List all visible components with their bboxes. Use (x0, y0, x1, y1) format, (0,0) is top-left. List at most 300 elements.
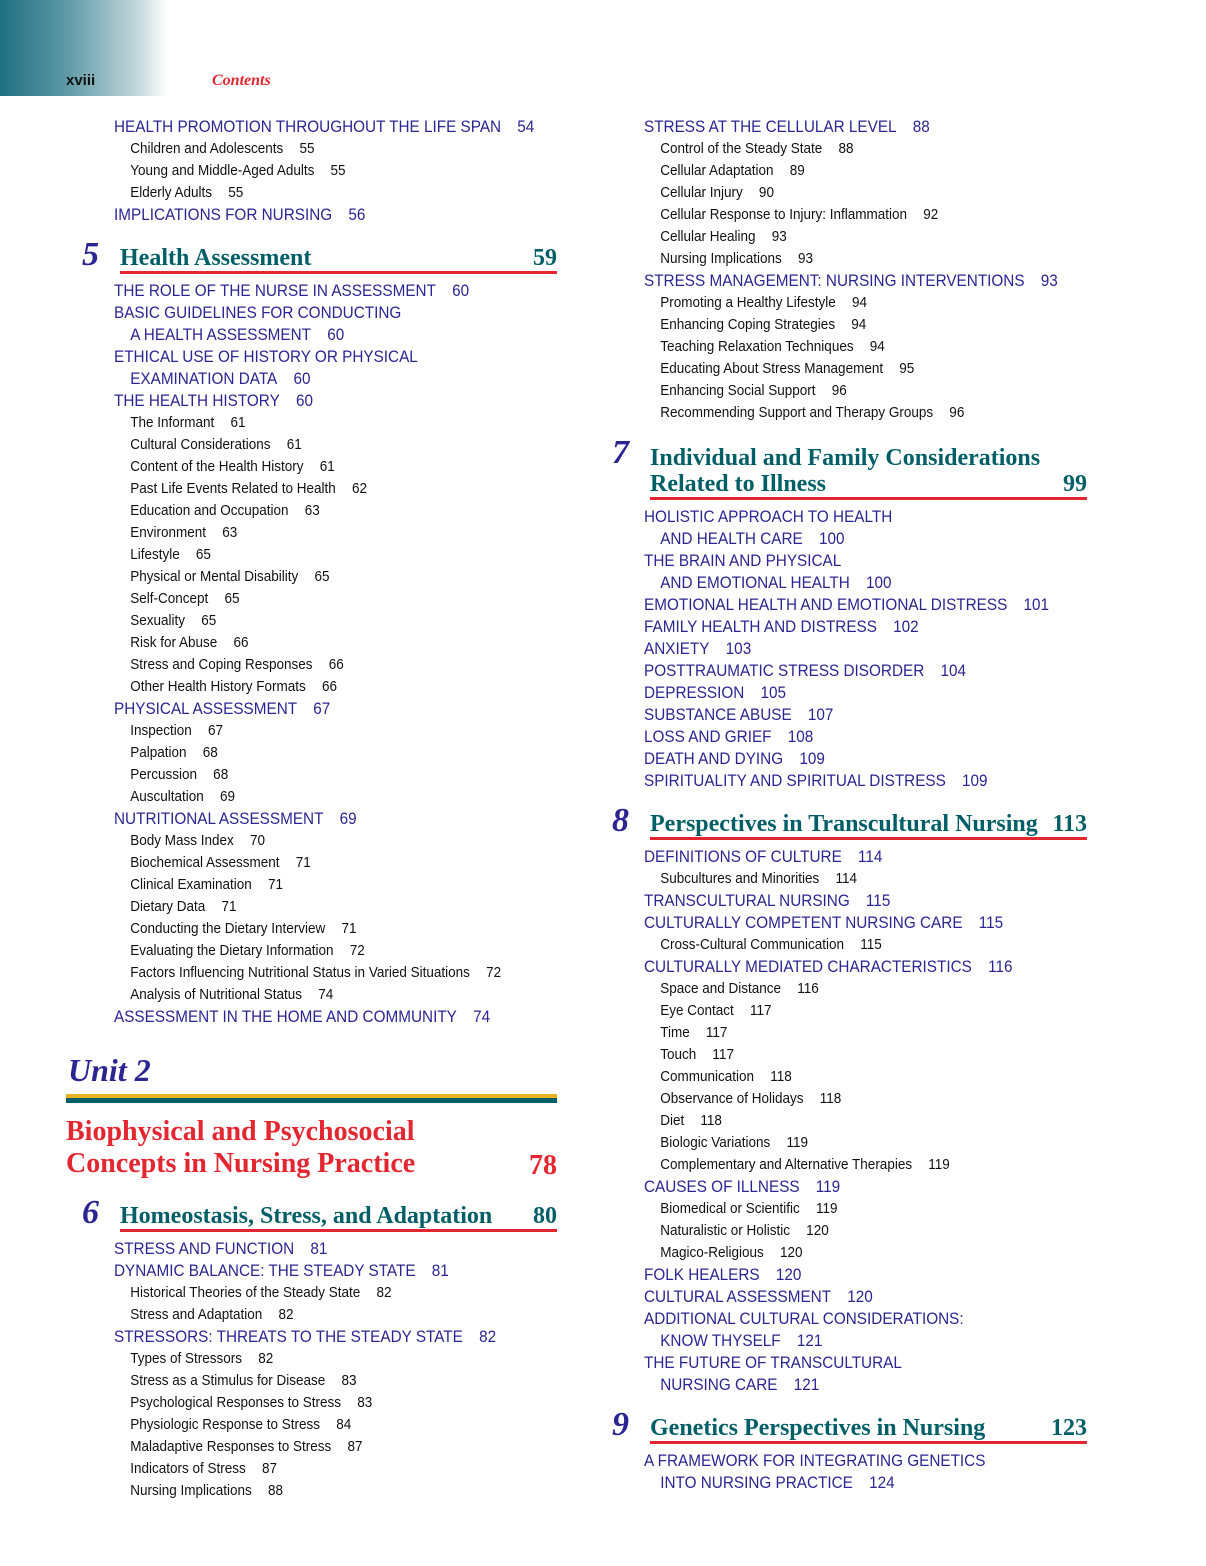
toc-subsection-entry[interactable] (60, 918, 515, 940)
entry-text: STRESS AND FUNCTION (114, 1239, 295, 1258)
toc-subsection-entry[interactable] (590, 380, 1045, 402)
toc-subsection-entry[interactable] (60, 852, 515, 874)
chapter-title-line-1: Individual and Family Considerations (650, 445, 1041, 471)
toc-subsection-entry[interactable] (60, 940, 515, 962)
entry-text: Elderly Adults (130, 184, 213, 201)
toc-list-chapter-7 (590, 506, 1095, 792)
toc-section-entry[interactable] (60, 1260, 515, 1282)
toc-subsection-entry[interactable] (590, 1110, 1045, 1132)
entry-text: Cellular Healing (660, 228, 756, 245)
unit-word: Unit (68, 1052, 127, 1088)
toc-subsection-entry[interactable] (60, 1436, 515, 1458)
toc-subsection-entry[interactable] (60, 1282, 515, 1304)
toc-section-entry[interactable] (590, 594, 1050, 616)
entry-page: 84 (336, 1416, 352, 1433)
running-head: Contents (212, 72, 271, 89)
toc-section-entry[interactable] (60, 808, 515, 830)
entry-text: INTO NURSING PRACTICE (660, 1473, 853, 1492)
entry-text: CULTURAL ASSESSMENT (644, 1287, 832, 1306)
toc-section-entry[interactable] (590, 616, 1045, 638)
entry-text: Nursing Implications (130, 1482, 252, 1499)
toc-subsection-entry[interactable] (60, 544, 515, 566)
toc-subsection-entry[interactable] (60, 1480, 515, 1502)
entry-text: Nursing Implications (660, 250, 782, 267)
toc-section-entry[interactable] (590, 682, 1045, 704)
entry-text: ANXIETY (644, 639, 710, 658)
entry-page: 107 (807, 705, 834, 724)
toc-list-chapter-8 (590, 846, 1095, 1396)
chapter-9-heading[interactable] (590, 1408, 1095, 1448)
chapter-8-heading[interactable] (590, 804, 1095, 844)
toc-section-entry[interactable] (60, 302, 515, 324)
toc-subsection-entry[interactable] (60, 742, 515, 764)
entry-page: 56 (348, 205, 366, 224)
entry-text: Control of the Steady State (660, 140, 823, 157)
toc-subsection-entry[interactable] (590, 314, 1045, 336)
toc-section-entry[interactable] (60, 1006, 515, 1028)
toc-subsection-entry[interactable] (590, 1242, 1045, 1264)
entry-text: Evaluating the Dietary Information (130, 942, 334, 959)
entry-text: SPIRITUALITY AND SPIRITUAL DISTRESS (644, 771, 946, 790)
toc-section-entry[interactable] (590, 528, 1045, 550)
entry-page: 61 (319, 458, 335, 475)
toc-section-entry[interactable] (590, 846, 1045, 868)
toc-subsection-entry[interactable] (590, 182, 1045, 204)
toc-subsection-entry[interactable] (590, 226, 1045, 248)
toc-section-entry[interactable] (590, 726, 1045, 748)
toc-subsection-entry[interactable] (590, 248, 1045, 270)
entry-page: 119 (786, 1134, 808, 1151)
entry-page: 60 (327, 325, 345, 344)
entry-text: LOSS AND GRIEF (644, 727, 772, 746)
entry-page: 63 (304, 502, 320, 519)
toc-subsection-entry[interactable] (590, 1220, 1045, 1242)
entry-text: NUTRITIONAL ASSESSMENT (114, 809, 324, 828)
entry-page: 71 (221, 898, 237, 915)
entry-page: 89 (789, 162, 805, 179)
entry-page: 60 (293, 369, 311, 388)
toc-section-entry[interactable] (60, 204, 515, 226)
entry-page: 119 (928, 1156, 950, 1173)
toc-subsection-entry[interactable] (60, 896, 515, 918)
entry-page: 66 (321, 678, 337, 695)
toc-section-entry[interactable] (590, 1330, 1045, 1352)
chapter-number: 5 (82, 236, 99, 273)
entry-page: 92 (923, 206, 939, 223)
toc-subsection-entry[interactable] (590, 336, 1045, 358)
toc-subsection-entry[interactable] (590, 358, 1045, 380)
entry-text: DEATH AND DYING (644, 749, 784, 768)
entry-page: 65 (201, 612, 217, 629)
toc-subsection-entry[interactable] (60, 786, 515, 808)
entry-text: Conducting the Dietary Interview (130, 920, 326, 937)
entry-text: SUBSTANCE ABUSE (644, 705, 792, 724)
entry-page: 88 (267, 1482, 283, 1499)
toc-subsection-entry[interactable] (590, 402, 1045, 424)
toc-section-entry[interactable] (60, 280, 515, 302)
entry-page: 81 (310, 1239, 328, 1258)
entry-text: Physiologic Response to Stress (130, 1416, 321, 1433)
chapter-page: 59 (533, 245, 557, 271)
toc-subsection-entry[interactable] (60, 764, 515, 786)
entry-page: 87 (347, 1438, 363, 1455)
toc-subsection-entry[interactable] (590, 160, 1045, 182)
entry-text: Cellular Response to Injury: Inflammation (660, 206, 908, 223)
entry-page: 109 (962, 771, 988, 790)
entry-page: 55 (299, 140, 315, 157)
chapter-page: 99 (1063, 471, 1087, 497)
entry-text: Self-Concept (130, 590, 209, 607)
entry-text: STRESS MANAGEMENT: NURSING INTERVENTIONS (644, 271, 1025, 290)
entry-page: 87 (261, 1460, 277, 1477)
entry-text: Types of Stressors (130, 1350, 242, 1367)
toc-subsection-entry[interactable] (590, 1132, 1045, 1154)
entry-page: 88 (838, 140, 854, 157)
toc-list-chapter-5 (60, 280, 565, 1028)
toc-section-entry[interactable] (60, 390, 515, 412)
toc-list-left-top (60, 116, 565, 226)
toc-list-chapter-6 (60, 1238, 565, 1502)
entry-page: 95 (899, 360, 915, 377)
entry-page: 55 (228, 184, 244, 201)
entry-page: 74 (473, 1007, 491, 1026)
entry-text: Promoting a Healthy Lifestyle (660, 294, 836, 311)
toc-section-entry[interactable] (590, 912, 1045, 934)
toc-subsection-entry[interactable] (590, 1088, 1045, 1110)
entry-text: THE ROLE OF THE NURSE IN ASSESSMENT (114, 281, 436, 300)
entry-page: 65 (314, 568, 330, 585)
unit-title-line-1: Biophysical and Psychosocial (66, 1116, 415, 1147)
toc-section-entry[interactable] (590, 1286, 1045, 1308)
toc-subsection-entry[interactable] (60, 720, 515, 742)
entry-page: 67 (207, 722, 223, 739)
toc-subsection-entry[interactable] (60, 1370, 515, 1392)
toc-subsection-entry[interactable] (60, 1414, 515, 1436)
unit-label (68, 1052, 151, 1089)
entry-page: 68 (213, 766, 229, 783)
entry-page: 102 (893, 617, 919, 636)
entry-page: 82 (258, 1350, 274, 1367)
toc-subsection-entry[interactable] (590, 934, 1045, 956)
chapter-page: 80 (533, 1203, 557, 1229)
entry-page: 70 (249, 832, 265, 849)
toc-section-entry[interactable] (590, 1308, 1045, 1330)
entry-page: 66 (233, 634, 249, 651)
entry-page: 82 (278, 1306, 294, 1323)
toc-subsection-entry[interactable] (60, 610, 515, 632)
entry-text: Diet (660, 1112, 685, 1129)
toc-subsection-entry[interactable] (60, 588, 515, 610)
toc-section-entry[interactable] (60, 1326, 515, 1348)
toc-section-entry[interactable] (60, 698, 515, 720)
toc-subsection-entry[interactable] (60, 1348, 515, 1370)
entry-text: DEFINITIONS OF CULTURE (644, 847, 842, 866)
entry-page: 94 (869, 338, 885, 355)
entry-text: THE HEALTH HISTORY (114, 391, 280, 410)
entry-page: 68 (202, 744, 218, 761)
chapter-6-heading[interactable] (60, 1196, 565, 1236)
toc-section-entry[interactable] (590, 506, 1045, 528)
toc-section-entry[interactable] (590, 1264, 1045, 1286)
toc-section-entry[interactable] (590, 660, 1045, 682)
toc-subsection-entry[interactable] (60, 182, 515, 204)
entry-page: 90 (758, 184, 774, 201)
toc-subsection-entry[interactable] (590, 978, 1045, 1000)
entry-page: 101 (1023, 595, 1050, 614)
entry-page: 104 (940, 661, 966, 680)
toc-subsection-entry[interactable] (60, 138, 515, 160)
entry-text: Other Health History Formats (130, 678, 306, 695)
entry-text: Observance of Holidays (660, 1090, 804, 1107)
entry-text: Biomedical or Scientific (660, 1200, 800, 1217)
entry-page: 69 (219, 788, 235, 805)
entry-page: 116 (988, 957, 1013, 976)
chapter-title-row (650, 445, 1087, 500)
entry-page: 71 (341, 920, 357, 937)
entry-text: CULTURALLY COMPETENT NURSING CARE (644, 913, 963, 932)
toc-section-entry[interactable] (590, 956, 1045, 978)
chapter-title: Homeostasis, Stress, and Adaptation (120, 1203, 493, 1229)
entry-text: Complementary and Alternative Therapies (660, 1156, 913, 1173)
toc-subsection-entry[interactable] (60, 654, 515, 676)
toc-section-entry[interactable] (590, 638, 1045, 660)
chapter-title: Genetics Perspectives in Nursing (650, 1415, 986, 1441)
unit-title-line-2: Concepts in Nursing Practice (66, 1148, 416, 1179)
entry-text: The Informant (130, 414, 215, 431)
entry-text: POSTTRAUMATIC STRESS DISORDER (644, 661, 925, 680)
entry-text: ETHICAL USE OF HISTORY OR PHYSICAL (114, 347, 418, 366)
toc-subsection-entry[interactable] (60, 874, 515, 896)
toc-subsection-entry[interactable] (60, 434, 515, 456)
toc-subsection-entry[interactable] (60, 1304, 515, 1326)
chapter-number: 9 (612, 1406, 629, 1443)
entry-page: 100 (818, 529, 845, 548)
chapter-title: Health Assessment (120, 245, 312, 271)
toc-section-entry[interactable] (60, 368, 515, 390)
toc-section-entry[interactable] (60, 116, 535, 138)
entry-text: Stress and Adaptation (130, 1306, 263, 1323)
entry-text: IMPLICATIONS FOR NURSING (114, 205, 333, 224)
entry-page: 117 (712, 1046, 734, 1063)
entry-text: Indicators of Stress (130, 1460, 246, 1477)
unit-rule-teal (66, 1098, 557, 1103)
toc-subsection-entry[interactable] (590, 868, 1045, 890)
chapter-title-row (650, 1415, 1087, 1444)
entry-page: 115 (978, 913, 1004, 932)
toc-subsection-entry[interactable] (60, 676, 515, 698)
entry-page: 117 (749, 1002, 772, 1019)
entry-page: 121 (793, 1375, 820, 1394)
toc-subsection-entry[interactable] (60, 566, 515, 588)
entry-page: 82 (376, 1284, 392, 1301)
entry-text: THE BRAIN AND PHYSICAL (644, 551, 842, 570)
toc-subsection-entry[interactable] (590, 204, 1045, 226)
chapter-number: 7 (612, 434, 629, 471)
unit-page: 78 (529, 1150, 557, 1181)
entry-page: 62 (352, 480, 368, 497)
chapter-title-row (120, 1203, 557, 1232)
entry-page: 121 (796, 1331, 823, 1350)
entry-page: 60 (295, 391, 314, 410)
entry-page: 116 (797, 980, 819, 997)
entry-page: 103 (725, 639, 752, 658)
entry-page: 119 (815, 1200, 838, 1217)
entry-text: Maladaptive Responses to Stress (130, 1438, 332, 1455)
entry-text: Historical Theories of the Steady State (130, 1284, 361, 1301)
toc-section-entry[interactable] (590, 1176, 1045, 1198)
entry-page: 63 (222, 524, 238, 541)
toc-section-entry[interactable] (590, 1472, 1045, 1494)
entry-page: 100 (865, 573, 892, 592)
toc-subsection-entry[interactable] (60, 1392, 515, 1414)
entry-text: Physical or Mental Disability (130, 568, 299, 585)
toc-subsection-entry[interactable] (60, 412, 515, 434)
entry-text: Analysis of Nutritional Status (130, 986, 303, 1003)
entry-text: Stress as a Stimulus for Disease (130, 1372, 326, 1389)
entry-page: 82 (479, 1327, 497, 1346)
entry-text: Past Life Events Related to Health (130, 480, 336, 497)
entry-text: Factors Influencing Nutritional Status in Varied Situations (130, 964, 470, 981)
entry-text: Sexuality (130, 612, 185, 629)
entry-text: Children and Adolescents (130, 140, 284, 157)
entry-page: 93 (797, 250, 813, 267)
entry-page: 96 (831, 382, 847, 399)
toc-subsection-entry[interactable] (60, 456, 515, 478)
toc-section-entry[interactable] (590, 890, 1045, 912)
chapter-title-row (120, 245, 557, 274)
entry-text: Magico-Religious (660, 1244, 764, 1261)
entry-page: 114 (857, 847, 883, 866)
entry-text: Time (660, 1024, 690, 1041)
toc-list-right-top (590, 116, 1095, 424)
right-column (590, 116, 1095, 1494)
toc-subsection-entry[interactable] (60, 1458, 515, 1480)
toc-section-entry[interactable] (590, 270, 1058, 292)
entry-page: 120 (775, 1265, 802, 1284)
toc-section-entry[interactable] (590, 748, 1045, 770)
toc-section-entry[interactable] (590, 1374, 1045, 1396)
entry-page: 93 (1040, 271, 1058, 290)
entry-page: 71 (295, 854, 311, 871)
entry-text: Subcultures and Minorities (660, 870, 820, 887)
toc-section-entry[interactable] (60, 1238, 515, 1260)
entry-text: Cross-Cultural Communication (660, 936, 845, 953)
entry-text: STRESSORS: THREATS TO THE STEADY STATE (114, 1327, 463, 1346)
entry-page: 108 (787, 727, 814, 746)
entry-text: Young and Middle-Aged Adults (130, 162, 315, 179)
entry-text: HOLISTIC APPROACH TO HEALTH (644, 507, 893, 526)
entry-text: CULTURALLY MEDIATED CHARACTERISTICS (644, 957, 972, 976)
entry-page: 74 (318, 986, 334, 1003)
toc-section-entry[interactable] (590, 1352, 1045, 1374)
entry-text: Enhancing Coping Strategies (660, 316, 836, 333)
toc-section-entry[interactable] (590, 704, 1045, 726)
toc-subsection-entry[interactable] (590, 1154, 1045, 1176)
entry-text: Clinical Examination (130, 876, 252, 893)
entry-text: HEALTH PROMOTION THROUGHOUT THE LIFE SPAN (114, 117, 502, 136)
chapter-5-heading[interactable] (60, 238, 565, 278)
toc-section-entry[interactable] (590, 770, 1045, 792)
entry-text: Cellular Adaptation (660, 162, 774, 179)
entry-page: 65 (224, 590, 240, 607)
toc-subsection-entry[interactable] (590, 1066, 1045, 1088)
toc-subsection-entry[interactable] (590, 138, 1045, 160)
entry-text: THE FUTURE OF TRANSCULTURAL (644, 1353, 902, 1372)
toc-section-entry[interactable] (60, 346, 515, 368)
entry-page: 118 (700, 1112, 722, 1129)
entry-text: BASIC GUIDELINES FOR CONDUCTING (114, 303, 402, 322)
toc-subsection-entry[interactable] (590, 292, 1045, 314)
toc-subsection-entry[interactable] (60, 962, 515, 984)
entry-text: Educating About Stress Management (660, 360, 884, 377)
entry-text: Recommending Support and Therapy Groups (660, 404, 934, 421)
toc-subsection-entry[interactable] (60, 984, 515, 1006)
toc-subsection-entry[interactable] (590, 1044, 1045, 1066)
toc-section-entry[interactable] (60, 324, 515, 346)
entry-text: Cultural Considerations (130, 436, 271, 453)
unit-title[interactable] (60, 1116, 565, 1184)
entry-page: 72 (349, 942, 365, 959)
toc-list-chapter-9 (590, 1450, 1095, 1494)
entry-page: 55 (330, 162, 346, 179)
toc-subsection-entry[interactable] (590, 1022, 1045, 1044)
toc-section-entry[interactable] (590, 116, 1045, 138)
toc-section-entry[interactable] (590, 572, 1045, 594)
entry-text: Risk for Abuse (130, 634, 218, 651)
entry-page: 120 (847, 1287, 873, 1306)
entry-page: 88 (912, 117, 930, 136)
toc-subsection-entry[interactable] (60, 632, 515, 654)
toc-section-entry[interactable] (590, 550, 1045, 572)
entry-text: Eye Contact (660, 1002, 734, 1019)
entry-page: 124 (869, 1473, 895, 1492)
toc-subsection-entry[interactable] (60, 160, 515, 182)
entry-text: Enhancing Social Support (660, 382, 816, 399)
chapter-page: 113 (1052, 811, 1087, 837)
entry-page: 94 (851, 316, 867, 333)
entry-page: 114 (835, 870, 858, 887)
entry-page: 60 (452, 281, 470, 300)
chapter-number: 6 (82, 1194, 99, 1231)
toc-subsection-entry[interactable] (60, 478, 515, 500)
entry-page: 65 (195, 546, 211, 563)
entry-page: 83 (341, 1372, 357, 1389)
page-number: xviii (66, 72, 96, 89)
toc-subsection-entry[interactable] (590, 1000, 1045, 1022)
entry-text: Psychological Responses to Stress (130, 1394, 342, 1411)
entry-text: ASSESSMENT IN THE HOME AND COMMUNITY (114, 1007, 457, 1026)
chapter-7-heading[interactable] (590, 436, 1095, 504)
entry-page: 105 (760, 683, 787, 702)
entry-page: 61 (286, 436, 302, 453)
entry-page: 83 (357, 1394, 373, 1411)
entry-text: Body Mass Index (130, 832, 234, 849)
entry-text: Content of the Health History (130, 458, 304, 475)
entry-page: 67 (313, 699, 331, 718)
toc-section-entry[interactable] (590, 1450, 1045, 1472)
toc-subsection-entry[interactable] (590, 1198, 1045, 1220)
toc-subsection-entry[interactable] (60, 830, 515, 852)
entry-text: NURSING CARE (660, 1375, 778, 1394)
entry-text: Inspection (130, 722, 192, 739)
entry-text: Communication (660, 1068, 754, 1085)
toc-subsection-entry[interactable] (60, 522, 515, 544)
entry-text: ADDITIONAL CULTURAL CONSIDERATIONS: (644, 1309, 964, 1328)
chapter-number: 8 (612, 802, 629, 839)
entry-page: 120 (779, 1244, 803, 1261)
toc-subsection-entry[interactable] (60, 500, 515, 522)
entry-text: Space and Distance (660, 980, 782, 997)
